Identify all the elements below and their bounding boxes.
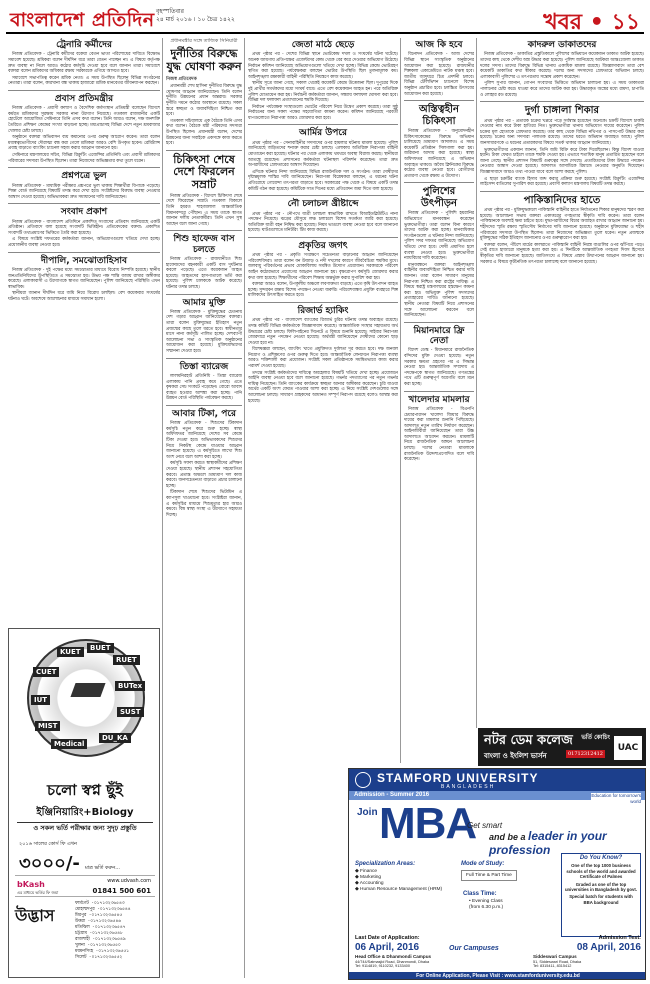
- headline[interactable]: তিস্তা ব্যারেজ: [179, 361, 229, 372]
- ad-course-note: ও সকল ভর্তি পরীক্ষার জন্য সুদৃঢ় প্রস্তুতি: [33, 824, 137, 832]
- bkash-logo: bKash: [17, 880, 45, 889]
- mode-heading: Mode of Study:: [461, 861, 505, 867]
- headline[interactable]: প্রবাস প্রতিমন্ত্রীর: [54, 93, 114, 104]
- admission-test-date: 08 April, 2016: [576, 942, 641, 953]
- headline[interactable]: ট্রেনারি কর্মীদের: [56, 40, 112, 50]
- article-body: প্রথম পৃষ্ঠার পর - প্রতারক চক্রের খপ্পরে পড়ে সর্বস্বান্ত হয়েছেন অনেকে। চক্রটি বিদেশে চাকরি দেওয়ার নাম করে টাকা হাতিয়ে নিত। ভুক্তভোগীরা থানায় অভিযোগ দায়ের করেছেন। পুলিশ চক্রের মূল হোতাকে গ্রেফতার করেছে। তার কাছ থেকে বিভিন্ন নথিপত্র ও পাসপোর্ট উদ্ধার করা হয়েছে। চক্রের অন্য সদস্যরা পলাতক রয়েছে। তাদের ধরতে অভিযান অব্যাহত আছে। পুলিশ জনসাধারণকে এ ধরনের প্রতারকদের বিষয়ে সতর্ক থাকার আহ্বান জানিয়েছে। ভুক্তভোগীদের একজন জানান, তিনি জমি বিক্রি করে টাকা দিয়েছিলেন। কিন্তু বিদেশ যাওয়া হয়নি। টাকা ফেরত চাইলে তাকে হুমকি দেওয়া হয়। এভাবে শতাধিক মানুষ প্রতারিত হয়েছেন বলে জানা গেছে। স্থানীয় প্রশাসন বিষয়টি গুরুত্বের সঙ্গে দেখছে। প্রতারিতদের টাকা উদ্ধারে পদক্ষেপ নেওয়ার আশ্বাস দেওয়া হয়েছে। আদালত আসামিকে রিমান্ডে নেওয়ার অনুমতি দিয়েছেন। জিজ্ঞাসাবাদে আরও তথ্য পাওয়া যাবে বলে আশা করছে পুলিশ। এ ছাড়া চক্রটির ব্যাংক হিসাব জব্দ করার প্রক্রিয়া শুরু হয়েছে। সংশ্লিষ্ট রিক্রুটিং এজেন্সির লাইসেন্স বাতিলের সুপারিশ করা হয়েছে। প্রবাসী কল্যাণ মন্ত্রণালয় বিষয়টি তদন্ত করছে।: [480, 118, 644, 188]
- ad-website[interactable]: www.udvash.com: [107, 878, 151, 884]
- stamford-advertisement[interactable]: [348, 768, 646, 980]
- divider: [166, 294, 242, 295]
- article-body: নিজস্ব প্রতিবেদক - দুই পক্ষের মধ্যে সমঝোতার মাধ্যমে বিরোধ নিষ্পত্তি হয়েছে। স্থানীয় জনপ্রতিনিধিদের উপস্থিতিতে এ সমঝোতা হয়। উভয় পক্ষ শান্তি বজায় রাখার অঙ্গীকার করেছে। এলাকাবাসী এ উদ্যোগকে স্বাগত জানিয়েছেন। পুলিশ জানিয়েছে পরিস্থিতি এখন স্বাভাবিক। স্থানীয়রা জানান দীর্ঘদিন ধরে জমি নিয়ে বিরোধ চলছিল। বেশ কয়েকবার সংঘর্ষের ঘটনাও ঘটে। অবশেষে আলোচনার মাধ্যমে সমাধান হলো।: [8, 267, 160, 302]
- branch-list: [75, 901, 157, 961]
- specialization-item: ◆ Human Resource Management (HRM): [355, 887, 443, 892]
- headline[interactable]: খালেদার মামলার: [408, 394, 470, 405]
- divider: [404, 182, 474, 183]
- article-body: লালমনিরহাট প্রতিনিধি - তিস্তা ব্যারেজ এলাকায় পানি প্রবাহ কমে গেছে। এতে কৃষকরা সেচ সংকটে পড়েছেন। বোরো আবাদ ব্যাহত হওয়ার আশঙ্কা করা হচ্ছে। পানি উন্নয়ন বোর্ড পরিস্থিতি পর্যবেক্ষণ করছে।: [166, 373, 242, 402]
- article-body: প্রথম পৃষ্ঠার পর - নৌপথে যাত্রী চলাচল স্বাভাবিক রাখতে বিআইডব্লিউটিএ নানা পদক্ষেপ নিয়েছে। ঝড়ের মৌসুমে লঞ্চ চলাচলে বিশেষ সতর্কতা জারি করা হয়েছে। অতিরিক্ত যাত্রী বহন নিষিদ্ধ করা হয়েছে। নিয়ম ভাঙলে ব্যবস্থা নেওয়া হবে বলে জানানো হয়েছে। ঘাটগুলোতে মনিটরিং টিম কাজ করছে।: [248, 211, 398, 234]
- headline[interactable]: দুর্নীতির বিরুদ্ধে যুদ্ধ ঘোষণা করুন: [166, 47, 242, 73]
- campus-phone[interactable]: Tel: 8315411, 8315412: [533, 964, 572, 969]
- divider: [166, 405, 242, 406]
- branch-item: ময়মনসিংহ -০১৭১৩২৩৬৫৫১: [75, 949, 129, 954]
- divider: [248, 195, 398, 196]
- headline[interactable]: দীপালি, সমঝোতাহিসাব: [40, 255, 128, 266]
- specialization-heading: Specialization Areas:: [355, 861, 416, 867]
- article-body: নিজস্ব প্রতিবেদক - পুলিশি হয়রানির অভিযোগে মানববন্ধন করেছেন ভুক্তভোগীরা। তারা বলেন বিনা কারণে তাদের আটক করা হচ্ছে। মানবাধিকার সংগঠনগুলো এ ঘটনার নিন্দা জানিয়েছে। পুলিশ সদর দফতর জানিয়েছে অভিযোগ খতিয়ে দেখা হবে। দোষী প্রমাণিত হলে ব্যবস্থা নেওয়া হবে। ভুক্তভোগীরা ন্যায়বিচার দাবি করেছেন। মানববন্ধনে বক্তারা আইনশৃঙ্খলা বাহিনীর জবাবদিহিতা নিশ্চিত করার দাবি জানান। তারা বলেন সাধারণ মানুষের নিরাপত্তা নিশ্চিত করা রাষ্ট্রের দায়িত্ব। এ বিষয়ে স্বরাষ্ট্র মন্ত্রণালয়ের হস্তক্ষেপ কামনা করা হয়। অভিযুক্ত পুলিশ সদস্যদের প্রত্যাহারের দাবিও জানানো হয়েছে। স্থানীয় নেতারা বিষয়টি নিয়ে প্রশাসনের সঙ্গে আলোচনা করবেন বলে জানিয়েছেন।: [404, 211, 474, 319]
- class-heading: Class Time:: [463, 891, 497, 897]
- headline[interactable]: নৌ চলাচল খ্রীষ্টাব্দে: [287, 199, 359, 210]
- specialization-item: ◆ Finance: [355, 869, 378, 874]
- know-fact: Graded as one of the top universities in Bangladesh by govt.: [564, 881, 638, 893]
- divider: [404, 322, 474, 323]
- column-divider: [162, 38, 163, 978]
- masthead: [6, 4, 644, 34]
- coaching-advertisement[interactable]: [8, 628, 160, 978]
- headline[interactable]: আমার মুক্তি: [182, 297, 226, 308]
- coaching-brand: উদ্ভাস: [15, 906, 55, 925]
- last-date: 06 April, 2016: [355, 942, 420, 953]
- divider: [8, 252, 160, 253]
- know-fact: Special batch for students with BBA background: [569, 894, 633, 905]
- campus-list: [349, 955, 646, 971]
- leader-text: leader in your profession: [489, 829, 607, 857]
- graduation-cap-icon: [70, 683, 105, 697]
- badge: RUET: [113, 655, 140, 665]
- branch-item: রাজশাহী -০১৭১৩২৩৬৫৪৯: [75, 937, 126, 942]
- headline[interactable]: পুলিশের উৎপীড়ন: [421, 186, 457, 209]
- campus-name: Head Office & Dhanmondi Campus: [355, 954, 432, 959]
- badge: DU_KA: [99, 733, 131, 743]
- online-application-link[interactable]: For Online Application, Please Visit : www.stamforduniversity.edu.bd: [349, 972, 646, 980]
- badge: BUTex: [115, 681, 145, 691]
- class-item: • Evening Class: [469, 899, 503, 904]
- campus-phone[interactable]: Tel: 9114819, 9110232, 9133400: [355, 964, 410, 969]
- class-item: (from 6.30 p.m.): [469, 905, 504, 910]
- column-a: [8, 38, 160, 624]
- article-body: নিজস্ব প্রতিবেদক - মুক্তিযুদ্ধের চেতনায় দেশ গড়ার আহ্বান জানিয়েছেন বক্তারা। তারা বলেন মুক্তিযুদ্ধের ইতিহাস নতুন প্রজন্মের কাছে তুলে ধরতে হবে। স্বাধীনতার মাসে নানা কর্মসূচি পালিত হচ্ছে। দেশব্যাপী আলোচনা সভা ও সাংস্কৃতিক অনুষ্ঠানের আয়োজন করা হয়েছে। মুক্তিযোদ্ধাদের সম্মাননা দেওয়া হবে।: [166, 309, 242, 355]
- campuses-heading: Our Campuses: [449, 945, 499, 952]
- stamford-header: [349, 769, 646, 791]
- divider: [248, 302, 398, 303]
- do-you-know-box: [561, 853, 641, 937]
- mba-title: MBA: [379, 799, 477, 848]
- leader-prefix: and be a: [489, 832, 526, 842]
- headline[interactable]: প্রকৃতির জগৎ: [298, 240, 348, 251]
- divider: [248, 124, 398, 125]
- article-body: নিজস্ব প্রতিবেদক - অনুমোদনহীন চিকিৎসাকেন্দ্রের বিরুদ্ধে অভিযান চালিয়েছে ভ্রাম্যমাণ আদালত। এ সময় কয়েকটি প্রতিষ্ঠান সিলগালা করা হয়। জরিমানা আদায় করা হয়েছে। স্বাস্থ্য অধিদফতর জানিয়েছে এ অভিযান অব্যাহত থাকবে। অবৈধ ক্লিনিকের বিরুদ্ধে কঠোর ব্যবস্থা নেওয়া হবে। রোগীদের প্রতারণা থেকে রক্ষায় এ উদ্যোগ।: [404, 129, 474, 179]
- headline[interactable]: জেতা মাঠে ছেড়ে: [291, 40, 355, 50]
- campus-dhanmondi: [355, 955, 475, 969]
- headline[interactable]: পাকিস্তানিদের হাতে: [523, 194, 601, 206]
- badge: IUT: [31, 695, 50, 705]
- ad-course: ইঞ্জিনিয়ারিং+Biology: [17, 805, 153, 823]
- article-body: প্রথম পৃষ্ঠার পর - বাংলাদেশ ব্যাংকের রিজার্ভ চুরির ঘটনায় তদন্ত অব্যাহত রয়েছে। তদন্ত কমিটি বিভিন্ন কর্মকর্তাকে জিজ্ঞাসাবাদ করেছে। আন্তর্জাতিক সংস্থার সহায়তায় অর্থ উদ্ধারের চেষ্টা চলছে। ফিলিপাইনের সিনেটে এ বিষয়ে শুনানি হয়েছে। সাইবার নিরাপত্তা জোরদারে নতুন পদক্ষেপ নেওয়া হয়েছে। অর্থমন্ত্রী জানিয়েছেন দোষীদের কোনো ছাড় দেওয়া হবে না। বিশেষজ্ঞরা বলছেন, ব্যাংকিং খাতে প্রযুক্তিগত দুর্বলতা দূর করতে হবে। দক্ষ জনবল নিয়োগ ও প্রশিক্ষণের ওপর গুরুত্ব দিতে হবে। আন্তর্জাতিক লেনদেনে নিরাপত্তা ব্যবস্থা আরও শক্তিশালী করা প্রয়োজন। সংশ্লিষ্ট সকল প্রতিষ্ঠানকে সমন্বিতভাবে কাজ করার পরামর্শ দেওয়া হয়েছে। তদন্তে সংশ্লিষ্ট কর্মকর্তাদের দায়িত্বে অবহেলার বিষয়টি খতিয়ে দেখা হচ্ছে। প্রয়োজনে আইনি ব্যবস্থা নেওয়া হবে বলে জানানো হয়েছে। গভর্নর পদত্যাগের পর নতুন গভর্নর দায়িত্ব নিয়েছেন। তিনি ব্যাংকের কার্যক্রমে স্বচ্ছতা আনার অঙ্গীকার করেছেন। চুরি যাওয়া অর্থের একটি অংশ ফেরত পাওয়ার আশা করা হচ্ছে। এ নিয়ে সংশ্লিষ্ট দেশগুলোর সঙ্গে আলোচনা চলছে। সাধারণ গ্রাহকদের আমানত সম্পূর্ণ নিরাপদ রয়েছে বলেও আশ্বস্ত করা হয়েছে।: [248, 318, 398, 404]
- badge: CUET: [33, 667, 59, 677]
- divider: [8, 90, 160, 91]
- headline[interactable]: কাদরুল ডাকাতদের: [527, 40, 597, 50]
- article-body: প্রধানমন্ত্রী শেখ হাসিনা দুর্নীতির বিরুদ্ধে যুদ্ধ ঘোষণার আহ্বান জানিয়েছেন। তিনি বলেন দুর্নীতি উন্নয়নের প্রধান অন্তরায়। সরকার দুর্নীতি দমনে কঠোর অবস্থানে রয়েছে। সকল স্তরে স্বচ্ছতা ও জবাবদিহিতা নিশ্চিত করা হবে। গতকাল সচিবালয়ে এক বৈঠকে তিনি এসব কথা বলেন। বৈঠকে মন্ত্রী পরিষদের সদস্যরা উপস্থিত ছিলেন। প্রধানমন্ত্রী বলেন, দেশের উন্নয়নের জন্য সবাইকে একসঙ্গে কাজ করতে হবে।: [166, 84, 242, 147]
- article-body: প্রথম পৃষ্ঠার পর - মুক্তিযুদ্ধকালে পাকিস্তানি বাহিনীর হাতে নির্যাতনের শিকার মানুষদের স্মরণ করা হয়েছে। আলোচনা সভায় বক্তারা একাত্তরের গণহত্যার স্বীকৃতি দাবি করেন। তারা বলেন পাকিস্তানকে অবশ্যই ক্ষমা চাইতে হবে। যুদ্ধাপরাধীদের বিচার অব্যাহত রাখার আহ্বান জানানো হয়। শহীদদের স্মৃতি রক্ষায় স্মৃতিসৌধ নির্মাণের দাবি জানানো হয়েছে। অনুষ্ঠানে মুক্তিযোদ্ধা ও শহীদ পরিবারের সদস্যরা উপস্থিত ছিলেন। তারা নিজেদের অভিজ্ঞতা তুলে ধরেন। নতুন প্রজন্মকে মুক্তিযুদ্ধের সঠিক ইতিহাস জানানোর ওপর গুরুত্বারোপ করা হয়। বক্তারা বলেন, পঁচিশে মার্চের কালরাতে পাকিস্তানি বাহিনী নিরস্ত্র বাঙালির ওপর ঝাঁপিয়ে পড়ে। সেই রাতে হাজারো মানুষকে হত্যা করা হয়। এ দিনটিকে আন্তর্জাতিক গণহত্যা দিবস হিসেবে স্বীকৃতির দাবি জানানো হয়েছে। জাতিসংঘে এ বিষয়ে প্রস্তাব উত্থাপনের আহ্বান জানানো হয়। সরকার এ বিষয়ে কূটনৈতিক তৎপরতা চালাচ্ছে বলে জানানো হয়েছে।: [480, 208, 644, 265]
- uac-logo: UAC: [614, 736, 642, 760]
- join-label: Join: [357, 807, 378, 818]
- pay-note: এর মাধ্যমে ভর্তির ফি জমা: [17, 890, 59, 895]
- nd-subtitle: বাংলা ও ইংলিশ ভার্সন: [484, 752, 547, 760]
- badge: MIST: [35, 721, 60, 731]
- specialization-item: ◆ Marketing: [355, 875, 382, 880]
- page-number: ১১: [611, 10, 640, 35]
- branch-item: উত্তরা -০১৭১৩২৩৬৫৪৬: [75, 919, 121, 924]
- section-name: খবর: [543, 10, 583, 35]
- branch-item: মোহাম্মদপুর -০১৭১৩২৩৬৫৪৪: [75, 907, 131, 912]
- headline[interactable]: অস্তিত্বহীন চিকিৎসা: [419, 104, 459, 127]
- divider: [248, 237, 398, 238]
- nd-phone[interactable]: 01712312412: [568, 751, 603, 757]
- badge: SUST: [117, 707, 144, 717]
- column-b: [166, 38, 242, 978]
- divider: [8, 203, 160, 204]
- article-body: বিনোদন প্রতিবেদক - আজ দেশের বিভিন্ন স্থানে সাংস্কৃতিক অনুষ্ঠানের আয়োজন করা হয়েছে। রাজধানীর শিল্পকলা একাডেমিতে নাটক মঞ্চস্থ হবে। জাতীয় জাদুঘরে চিত্র প্রদর্শনী চলবে। বিভিন্ন টেলিভিশন চ্যানেলে বিশেষ অনুষ্ঠান প্রচারিত হবে। চলচ্চিত্র উৎসবের আয়োজন করা হয়েছে।: [404, 52, 474, 97]
- article-body: প্রথম পৃষ্ঠার পর - সেনাবাহিনীর সদস্যদের ওপর হামলার ঘটনায় মামলা হয়েছে। পুলিশ জানিয়েছে জড়িতদের শনাক্ত করার চেষ্টা চলছে। এলাকায় অতিরিক্ত নিরাপত্তা বাহিনী মোতায়েন করা হয়েছে। ঘটনার পর থেকে এলাকায় থমথমে অবস্থা বিরাজ করছে। স্থানীয়রা আতঙ্কে রয়েছেন। প্রশাসনের কর্মকর্তারা ঘটনাস্থল পরিদর্শন করেছেন। তারা দ্রুত অপরাধীদের গ্রেফতারের আশ্বাস দিয়েছেন। এদিকে ঘটনার নিন্দা জানিয়েছে বিভিন্ন রাজনৈতিক দল ও সংগঠন। তারা দোষীদের দৃষ্টান্তমূলক শাস্তির দাবি জানিয়েছেন। নিরাপত্তা বিশ্লেষকরা বলছেন, এ ধরনের ঘটনা প্রতিরোধে গোয়েন্দা তৎপরতা বাড়াতে হবে। সরকারের পক্ষ থেকে এ বিষয়ে একটি তদন্ত কমিটি গঠন করা হয়েছে। কমিটিকে সাত দিনের মধ্যে প্রতিবেদন জমা দিতে বলা হয়েছে।: [248, 140, 398, 192]
- admission-banner: Admission - Summer 2016: [349, 791, 646, 800]
- divider: [480, 101, 644, 102]
- headline[interactable]: আবার টিকা, পরে: [172, 408, 236, 419]
- mode-value: Full Time & Part Time: [461, 870, 517, 881]
- divider: [166, 150, 242, 151]
- headline[interactable]: দুর্গা চাঙ্গালা শিকার: [524, 105, 600, 117]
- badge: KUET: [57, 647, 84, 657]
- article-body: নিজস্ব প্রতিবেদক - ট্রেনারি কর্মীদের বকেয়া বেতন ভাতা পরিশোধের দাবিতে বিক্ষোভ সমাবেশ হয়েছে। শ্রমিকরা বলেন দীর্ঘদিন ধরে তারা বেতন পাচ্ছেন না। এ বিষয়ে কর্তৃপক্ষ দ্রুত ব্যবস্থা না নিলে আরও কঠোর কর্মসূচি দেওয়া হবে বলে জানান তারা। সমাবেশে বক্তারা বলেন শ্রমিকদের অধিকার রক্ষায় সরকারকে এগিয়ে আসতে হবে। সমাবেশে সভাপতিত্ব করেন শ্রমিক নেতা। এ সময় উপস্থিত ছিলেন বিভিন্ন সংগঠনের নেতারা। তারা বলেন, কারখানা বন্ধ থাকায় হাজারো শ্রমিক মানবেতর জীবনযাপন করছেন।: [8, 52, 160, 87]
- article-body: নিজস্ব প্রতিবেদক - শিশুদের টিকাদান কর্মসূচি নতুন করে শুরু হচ্ছে। স্বাস্থ্য অধিদফতর জানিয়েছে দেশের সব কেন্দ্রে টিকা দেওয়া হবে। অভিভাবকদের শিশুদের নিয়ে নিকটস্থ কেন্দ্রে যাওয়ার আহ্বান জানানো হয়েছে। এ কর্মসূচিতে লাখো শিশু অংশ নেবে বলে আশা করা হচ্ছে। কর্মসূচি সফল করতে স্বাস্থ্যকর্মীদের প্রশিক্ষণ দেওয়া হয়েছে। স্থানীয় প্রশাসন সহযোগিতা করবে। প্রত্যন্ত অঞ্চলে ভ্রাম্যমাণ দল কাজ করবে। জনসচেতনতা বাড়াতে প্রচার চালানো হচ্ছে। টিকাদান শেষে শিশুদের ভিটামিন এ ক্যাপসুল খাওয়ানো হবে। সংশ্লিষ্টরা জানান, এ কর্মসূচির মাধ্যমে শিশুমৃত্যুর হার আরও কমবে। বিশ্ব স্বাস্থ্য সংস্থা এ উদ্যোগে সহায়তা দিচ্ছে।: [166, 421, 242, 518]
- branch-item: মতিঝিল -০১৭১৩২৩৬৫৪৭: [75, 925, 126, 930]
- article-body: নিজস্ব প্রতিবেদক - ডাকাতির প্রস্তুতিকালে পুলিশের অভিযানে কয়েকজন ডাকাত আটক হয়েছে। তাদের কাছ থেকে দেশীয় অস্ত্র উদ্ধার করা হয়েছে। পুলিশ জানিয়েছে আটকরা আন্তঃজেলা ডাকাত দলের সদস্য। তাদের বিরুদ্ধে বিভিন্ন থানায় একাধিক মামলা রয়েছে। জিজ্ঞাসাবাদে তারা বেশ কয়েকটি ডাকাতির কথা স্বীকার করেছে। দলের অন্য সদস্যদের গ্রেফতারে অভিযান চলছে। এলাকাবাসী পুলিশের এ তৎপরতায় সন্তোষ প্রকাশ করেছেন। পুলিশ সুপার জানান, গোপন সংবাদের ভিত্তিতে অভিযান চালানো হয়। এ সময় ডাকাতরা পালানোর চেষ্টা করে। ধাওয়া করে তাদের আটক করা হয়। উদ্ধারকৃত অস্ত্রের মধ্যে রামদা, চাপাতি ও লোহার রড রয়েছে।: [480, 52, 644, 98]
- dateline: [156, 8, 235, 24]
- headline[interactable]: প্রশ্নপত্রে ভুল: [61, 171, 107, 182]
- headline[interactable]: মিয়ানমারে ফ্রি নেতা: [413, 325, 465, 347]
- last-date-label: Last Date of Application:: [355, 935, 420, 941]
- byline: নিজস্ব প্রতিবেদক: [166, 77, 197, 83]
- fee-tail: মাত্র ভর্তি করুন...: [84, 865, 121, 871]
- article-body: নিজস্ব প্রতিবেদক - বাংলাদেশ প্রতিদিনে প্রকাশিত সংবাদের প্রতিবাদ জানিয়েছে একটি প্রতিষ্ঠান। প্রতিবাদে বলা হয়েছে সংবাদটি ভিত্তিহীন। প্রতিবেদকের বক্তব্য: প্রকাশিত সংবাদটি তথ্যপ্রমাণের ভিত্তিতে তৈরি করা হয়েছে। এ বিষয়ে সংশ্লিষ্ট দফতরের কর্মকর্তারা জানান, অভিযোগগুলো খতিয়ে দেখা হচ্ছে। প্রয়োজনীয় ব্যবস্থা নেওয়া হবে।: [8, 219, 160, 249]
- day: বৃহস্পতিবার: [156, 8, 184, 15]
- branch-item: চট্টগ্রাম -০১৭১৩২৩৬৫৪৮: [75, 931, 123, 936]
- headline[interactable]: শিশু হাফেজ বাস চলতে: [173, 234, 235, 255]
- article-body: নিজস্ব প্রতিবেদক - বিদেশে চিকিৎসা শেষে দেশে ফিরেছেন সম্রাট। গতকাল বিকালে তিনি হযরত শাহজালাল আন্তর্জাতিক বিমানবন্দরে পৌঁছান। এ সময় তাকে স্বাগত জানান দলীয় নেতাকর্মীরা। তিনি এখন সুস্থ আছেন বলে জানা গেছে।: [166, 193, 242, 227]
- branch-item: খুলনা -০১৭১৩২৩৬৫৫০: [75, 943, 121, 948]
- know-heading: Do You Know?: [579, 855, 623, 861]
- university-country: BANGLADESH: [441, 784, 496, 790]
- badge: Medical: [51, 739, 87, 749]
- university-crest-icon: [355, 772, 371, 788]
- headline[interactable]: রিজার্ভ হ্যাকিং: [297, 305, 349, 316]
- headline[interactable]: চিকিৎসা শেষে দেশে ফিরলেন সম্রাট: [173, 152, 235, 192]
- dates-row: [349, 933, 646, 955]
- know-fact: One of the top 1000 business schools of the world and awarded Certificate of Palmes: [566, 863, 636, 880]
- page-tag: [543, 5, 640, 42]
- get-smart: Get smart: [467, 821, 503, 830]
- column-d: [404, 38, 474, 724]
- column-divider: [476, 38, 477, 728]
- article-body: নিজস্ব প্রতিবেদক - রাজধানীতে শিশু হাফেজদের বহনকারী একটি বাস দুর্ঘটনার কবলে পড়েছে। এতে কয়েকজন আহত হয়েছে। আহতদের হাসপাতালে ভর্তি করা হয়েছে। পুলিশ চালককে আটক করেছে। ঘটনার তদন্ত চলছে।: [166, 256, 242, 290]
- branch-item: সিলেট -০১৭১৩২৩৬৫৫২: [75, 955, 123, 960]
- class-time: [469, 899, 503, 911]
- divider: [480, 191, 644, 192]
- newspaper-brand[interactable]: বাংলাদেশ প্রতিদিন: [10, 9, 155, 31]
- campus-address: 51, Siddeswari Road, Dhaka: [533, 959, 582, 964]
- campus-siddeswari: [533, 955, 643, 969]
- article-body: নিজস্ব প্রতিবেদক - মাধ্যমিক পরীক্ষার প্রশ্নপত্রে ভুল থাকায় শিক্ষার্থীরা বিপাকে পড়েছে। শিক্ষা বোর্ড জানিয়েছে বিষয়টি তদন্ত করে দেখা হবে। সংশ্লিষ্টদের বিরুদ্ধে ব্যবস্থা নেওয়ার আশ্বাস দেওয়া হয়েছে। অভিভাবকরা দ্রুত সমাধানের দাবি জানিয়েছেন।: [8, 183, 160, 200]
- divider: [166, 358, 242, 359]
- headline[interactable]: আর্মির উপরে: [299, 128, 347, 139]
- ad-phone[interactable]: 01841 500 601: [92, 887, 151, 895]
- branch-item: ফার্মগেট -০১৭১৩২৩৬৫৪৩: [75, 901, 125, 906]
- notre-dame-advertisement[interactable]: [478, 728, 646, 766]
- specialization-list: [355, 869, 442, 893]
- university-badges-emblem: [27, 639, 145, 757]
- article-body: বিদেশ ডেস্ক - মিয়ানমারে রাজনৈতিক বন্দিদের মুক্তি দেওয়া হয়েছে। নতুন সরকার ক্ষমতা গ্রহণের পর এ সিদ্ধান্ত নেওয়া হয়। আন্তর্জাতিক সম্প্রদায় এ পদক্ষেপকে স্বাগত জানিয়েছে। গণতন্ত্রের পথে এটি গুরুত্বপূর্ণ অগ্রগতি বলে মনে করা হচ্ছে।: [404, 348, 474, 387]
- campus-address: 44/744/Satmasjid Road, Dhanmondi, Dhaka: [355, 959, 430, 964]
- divider: [166, 230, 242, 231]
- kicker: প্রধানমন্ত্রীর সঙ্গে তাজিক সিনিয়ারী: [170, 38, 238, 44]
- article-body: নিজস্ব প্রতিবেদক - প্রবাসী কল্যাণ ও বৈদেশিক কর্মসংস্থান প্রতিমন্ত্রী বলেছেন বিদেশে কর্মরত শ্রমিকদের সুরক্ষায় সরকার নানা উদ্যোগ নিয়েছে। গতকাল রাজধানীর একটি হোটেলে আয়োজিত সেমিনারে তিনি এসব কথা বলেন। তিনি আরও বলেন, দক্ষ জনশক্তি তৈরিতে প্রশিক্ষণ কেন্দ্রের সংখ্যা বাড়ানো হচ্ছে। মধ্যপ্রাচ্যসহ বিভিন্ন দেশে নতুন শ্রমবাজার খোলার চেষ্টা চলছে। অনুষ্ঠানে বক্তারা অভিবাসন ব্যয় কমানোর ওপর গুরুত্ব আরোপ করেন। তারা বলেন মধ্যস্বত্বভোগীদের দৌরাত্ম্য বন্ধ করা গেলে শ্রমিকরা আরও বেশি উপকৃত হবেন। রেমিট্যান্স প্রবাহ বাড়াতে ব্যাংকিং চ্যানেল সহজ করার আহ্বান জানানো হয়। সেমিনারে মন্ত্রণালয়ের সচিব, বিভিন্ন রিক্রুটিং এজেন্সির প্রতিনিধি এবং প্রবাসী শ্রমিকদের পরিবারের সদস্যরা উপস্থিত ছিলেন। তারা নিজেদের অভিজ্ঞতার কথা তুলে ধরেন।: [8, 106, 160, 164]
- university-name: STAMFORD UNIVERSITY: [377, 771, 539, 785]
- article-body: নিজস্ব প্রতিবেদক - বিএনপি চেয়ারপারসন খালেদা জিয়ার বিরুদ্ধে দায়ের করা মামলার শুনানি পিছিয়েছে। আদালত নতুন তারিখ নির্ধারণ করেছেন। আইনজীবীরা জানিয়েছেন তারা উচ্চ আদালতে আবেদন করবেন। মামলাটি নিয়ে রাজনৈতিক অঙ্গনে আলোচনা চলছে। দলের নেতারা মামলাকে রাজনৈতিক উদ্দেশ্যপ্রণোদিত বলে দাবি করেছেন।: [404, 406, 474, 463]
- divider: [404, 391, 474, 392]
- admission-test-label: Admission Test:: [598, 935, 641, 941]
- campus-name: Siddeswari Campus: [533, 954, 577, 959]
- headline[interactable]: আজ কি হবে: [415, 40, 463, 50]
- course-fee: ৩০০০/-: [19, 853, 80, 874]
- branch-item: মিরপুর -০১৭১৩২৩৬৫৪৫: [75, 913, 123, 918]
- headline[interactable]: সংবাদ প্রকাশ: [60, 207, 108, 218]
- date: ২৪ মার্চ ২০১৬ । ১০ চৈত্র ১৪২২: [156, 16, 235, 23]
- payment-row: [15, 875, 155, 897]
- article-body: প্রথম পৃষ্ঠার পর - প্রকৃতি সংরক্ষণে সচেতনতা বাড়ানোর আহ্বান জানিয়েছেন পরিবেশবিদরা। তারা বলেন বন উজাড় ও নদী দখলের কারণে জীববৈচিত্র্য হুমকির মুখে। জলবায়ু পরিবর্তনের প্রভাব মোকাবিলায় সমন্বিত উদ্যোগ প্রয়োজন। সরকারকে পরিবেশ আইন কঠোরভাবে প্রয়োগের আহ্বান জানানো হয়। বৃক্ষরোপণ কর্মসূচি জোরদার করার কথা বলা হয়েছে। শিক্ষার্থীদের পরিবেশ শিক্ষায় অন্তর্ভুক্ত করার সুপারিশ করা হয়। বক্তারা আরও বলেন, উপকূলীয় অঞ্চলে লবণাক্ততা বাড়ছে। এতে কৃষি উৎপাদন ব্যাহত হচ্ছে। সুন্দরবন রক্ষায় বিশেষ পদক্ষেপ নেওয়া জরুরি। পরিবেশবান্ধব প্রযুক্তি ব্যবহারে শিল্প মালিকদের উৎসাহিত করতে হবে।: [248, 253, 398, 299]
- divider: [404, 100, 474, 101]
- nd-side: ভর্তি কোচিং: [581, 734, 610, 741]
- ad-slogan: চলো স্বপ্ন ছুঁই: [47, 781, 123, 799]
- tagline: Education for tomorrow's world: [591, 793, 641, 807]
- badge: BUET: [87, 643, 114, 653]
- column-divider: [244, 38, 245, 978]
- column-e: [480, 38, 644, 724]
- column-divider: [400, 38, 401, 763]
- nd-title: নটর ডেম কলেজ: [484, 733, 573, 748]
- specialization-item: ◆ Accounting: [355, 881, 384, 886]
- article-body: প্রথম পৃষ্ঠার পর - দেশের বিভিন্ন স্থানে ভোটকেন্দ্র দখল ও সংঘর্ষের ঘটনা ঘটেছে। অনেক জায়গায় প্রতিপক্ষের এজেন্টদের কেন্দ্র থেকে বের করে দেওয়ার অভিযোগ উঠেছে। নির্বাচন কমিশন জানিয়েছে অভিযোগগুলো খতিয়ে দেখা হচ্ছে। বিভিন্ন কেন্দ্রে ভোটগ্রহণ স্থগিত করা হয়েছে। পর্যবেক্ষকরা বলছেন ভোটার উপস্থিতি ছিল তুলনামূলক কম। আইনশৃঙ্খলা রক্ষাকারী বাহিনী পরিস্থিতি নিয়ন্ত্রণে কাজ করেছে। স্থানীয় সূত্রে জানা গেছে, সকাল থেকেই কয়েকটি কেন্দ্রে উত্তেজনা ছিল। দুপুরের দিকে দুই প্রার্থীর সমর্থকদের মধ্যে সংঘর্ষ বাধে। এতে বেশ কয়েকজন আহত হন। পরে অতিরিক্ত পুলিশ মোতায়েন করা হয়। নির্বাচনী কর্মকর্তারা জানান, সন্ধ্যায় ফলাফল ঘোষণা করা হবে। বিভিন্ন দল ফলাফল প্রত্যাখ্যানের হুমকি দিয়েছে। নির্বাচন পর্যবেক্ষক সংস্থাগুলো ভোটের পরিবেশ নিয়ে উদ্বেগ প্রকাশ করেছে। তারা সুষ্ঠু নির্বাচনের জন্য সকল পক্ষের সহযোগিতা কামনা করেন। কমিশন জানিয়েছে পরবর্তী ধাপগুলোতে নিরাপত্তা আরও জোরদার করা হবে।: [248, 52, 398, 121]
- divider: [8, 167, 160, 168]
- dot-icon: •: [589, 10, 604, 35]
- fee-note: ২০১৬ সালের কোর্স ফি এখন: [19, 841, 78, 847]
